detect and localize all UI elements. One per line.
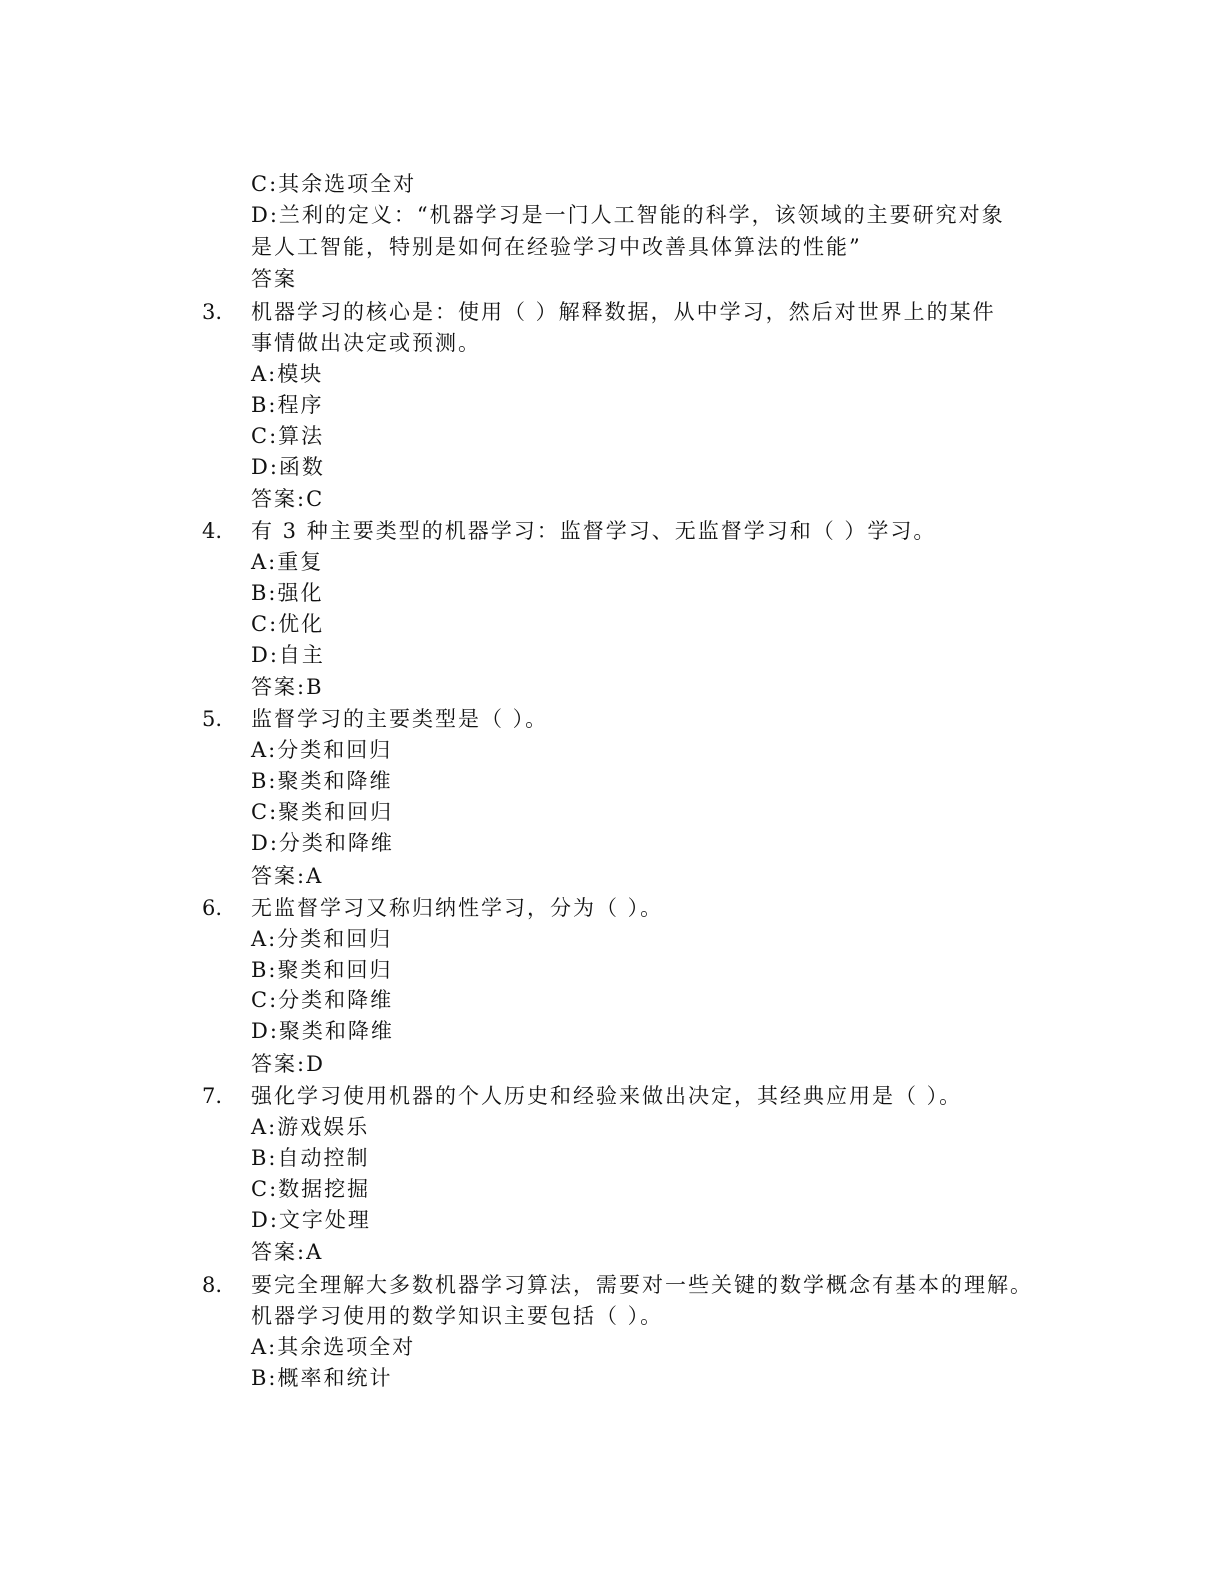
question-number: 8. bbox=[202, 1273, 223, 1297]
option-d: D:文字处理 bbox=[251, 1208, 371, 1232]
option-b: B:概率和统计 bbox=[251, 1366, 393, 1390]
question-text: 事情做出决定或预测。 bbox=[251, 331, 481, 355]
option-d: D:分类和降维 bbox=[251, 831, 394, 855]
question-text: 强化学习使用机器的个人历史和经验来做出决定，其经典应用是（ ）。 bbox=[251, 1084, 963, 1108]
option-b: B:聚类和回归 bbox=[251, 958, 393, 982]
question-number: 3. bbox=[202, 300, 223, 324]
option-c: C:算法 bbox=[251, 424, 325, 448]
option-b: B:聚类和降维 bbox=[251, 769, 393, 793]
question-text: 有 3 种主要类型的机器学习：监督学习、无监督学习和（ ）学习。 bbox=[251, 519, 937, 543]
option-b: B:自动控制 bbox=[251, 1146, 370, 1170]
option-c: C:数据挖掘 bbox=[251, 1177, 371, 1201]
option-d-continued: 是人工智能，特别是如何在经验学习中改善具体算法的性能” bbox=[251, 235, 862, 259]
option-b: B:程序 bbox=[251, 393, 324, 417]
option-c: C:分类和降维 bbox=[251, 988, 394, 1012]
question-text: 机器学习的核心是：使用（ ）解释数据，从中学习，然后对世界上的某件 bbox=[251, 300, 996, 324]
answer-label: 答案 bbox=[251, 267, 297, 291]
option-d: D:自主 bbox=[251, 643, 325, 667]
question-number: 4. bbox=[202, 519, 223, 543]
answer-label: 答案:A bbox=[251, 1240, 324, 1264]
option-a: A:分类和回归 bbox=[251, 738, 393, 762]
question-text: 无监督学习又称归纳性学习，分为（ ）。 bbox=[251, 896, 664, 920]
option-d: D:兰利的定义：“机器学习是一门人工智能的科学，该领域的主要研究对象 bbox=[251, 203, 1005, 227]
option-b: B:强化 bbox=[251, 581, 324, 605]
option-d: D:函数 bbox=[251, 455, 325, 479]
question-text: 监督学习的主要类型是（ ）。 bbox=[251, 707, 549, 731]
answer-label: 答案:A bbox=[251, 864, 324, 888]
option-a: A:游戏娱乐 bbox=[251, 1115, 370, 1139]
question-number: 6. bbox=[202, 896, 223, 920]
option-a: A:模块 bbox=[251, 362, 324, 386]
option-c: C:聚类和回归 bbox=[251, 800, 394, 824]
answer-label: 答案:D bbox=[251, 1052, 325, 1076]
question-text: 要完全理解大多数机器学习算法，需要对一些关键的数学概念有基本的理解。 bbox=[251, 1273, 1033, 1297]
option-c: C:优化 bbox=[251, 612, 325, 636]
option-a: A:分类和回归 bbox=[251, 927, 393, 951]
option-a: A:其余选项全对 bbox=[251, 1335, 416, 1359]
option-c: C:其余选项全对 bbox=[251, 172, 417, 196]
answer-label: 答案:C bbox=[251, 487, 325, 511]
question-number: 5. bbox=[202, 707, 223, 731]
question-number: 7. bbox=[202, 1084, 223, 1108]
question-text: 机器学习使用的数学知识主要包括（ ）。 bbox=[251, 1304, 664, 1328]
option-a: A:重复 bbox=[251, 550, 324, 574]
option-d: D:聚类和降维 bbox=[251, 1019, 394, 1043]
answer-label: 答案:B bbox=[251, 675, 324, 699]
